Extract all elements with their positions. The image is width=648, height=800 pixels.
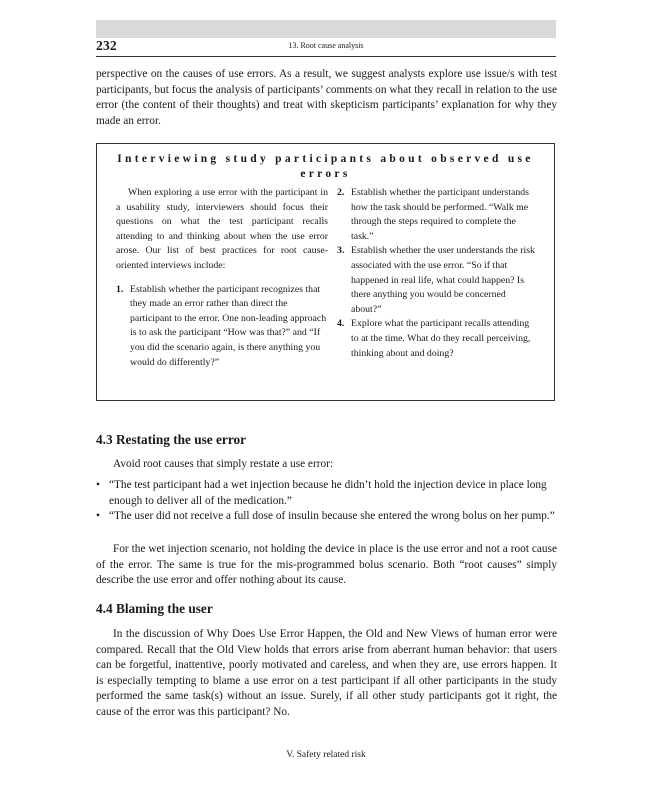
- bullet-text: “The test participant had a wet injection because he didn’t hold the injection device in place long enough to deliver all of the medication.”: [109, 479, 547, 507]
- item-text: Explore what the participant recalls attending to at the time. What do they recall perceiving, thinking about and doing?: [351, 318, 531, 359]
- item-number: 1.: [116, 283, 124, 295]
- section-4-4-body: In the discussion of Why Does Use Error Happen, the Old and New Views of human error were compared. Recall that the Old View holds that errors arise from aberrant human behavior: that users can be forgetful, inattentive, poorly motivated and careless, and when they are, use errors happen. It is especially tempting to blame a use error on a test participant if all other participants in the study performed the same task(s) without an issue. Surely, if all other study participants got it right, the cause of the error was this participant? No.: [96, 628, 557, 718]
- box-intro: When exploring a use error with the participant in a usability study, interviewers should focus their questions on what the test participant recalls attending to and thinking about when the use error arose. Our list of best practices for root cause-oriented interviews include:: [116, 187, 328, 271]
- bullet-list: [96, 478, 557, 525]
- box-title: Interviewing study participants about observed use errors: [117, 153, 534, 180]
- box-item-4: [337, 317, 537, 361]
- box-item-3: [337, 244, 537, 317]
- intro-paragraph: perspective on the causes of use errors. As a result, we suggest analysts explore use issue/s with test participants, but focus the analysis of participants’ comments on what they recall in relation to the use error (the content of their thoughts) and treat with skepticism participants’ explanation for why they made an error.: [96, 68, 557, 127]
- running-head: 13. Root cause analysis: [288, 41, 364, 50]
- item-text: Establish whether the user understands the risk associated with the use error. “So if that happened in real life, what could happen? Is there anything you would be concerned about?”: [351, 245, 535, 315]
- page-footer: V. Safety related risk: [286, 750, 366, 760]
- item-text: Establish whether the participant understands how the task should be performed. “Walk me through the steps required to complete the task.”: [351, 187, 529, 242]
- section-heading-4-3: 4.3 Restating the use error: [96, 432, 247, 447]
- list-item: [96, 509, 557, 525]
- box-right-column: [337, 186, 537, 361]
- list-item: [96, 478, 557, 509]
- sidebar-box: [96, 143, 555, 401]
- page-number: 232: [96, 38, 117, 53]
- item-text: Establish whether the participant recognizes that they made an error rather than direct the participant to the error. One non-leading approach is to ask the participant “How was that?” and “If you did the scenario again, is there anything you would do differently?”: [130, 283, 327, 368]
- bullet-icon: •: [96, 510, 100, 522]
- box-item-1: [116, 283, 328, 371]
- item-number: 2.: [337, 187, 345, 198]
- section-heading-4-4: 4.4 Blaming the user: [96, 601, 213, 616]
- box-item-2: [337, 186, 537, 244]
- bullet-text: “The user did not receive a full dose of insulin because she entered the wrong bolus on her pump.”: [109, 510, 555, 522]
- bullet-icon: •: [96, 479, 100, 491]
- item-number: 4.: [337, 318, 345, 330]
- section-4-3-lead: Avoid root causes that simply restate a use error:: [113, 458, 334, 470]
- box-left-column: [116, 186, 328, 370]
- item-number: 3.: [337, 245, 345, 257]
- header-rule: [96, 56, 556, 57]
- header-bar: [96, 20, 556, 38]
- section-4-3-closing: For the wet injection scenario, not holding the device in place is the use error and not a root cause of the error. The same is true for the mis-programmed bolus scenario. Both “root causes” simply describe the use error and offer nothing about its cause.: [96, 543, 557, 586]
